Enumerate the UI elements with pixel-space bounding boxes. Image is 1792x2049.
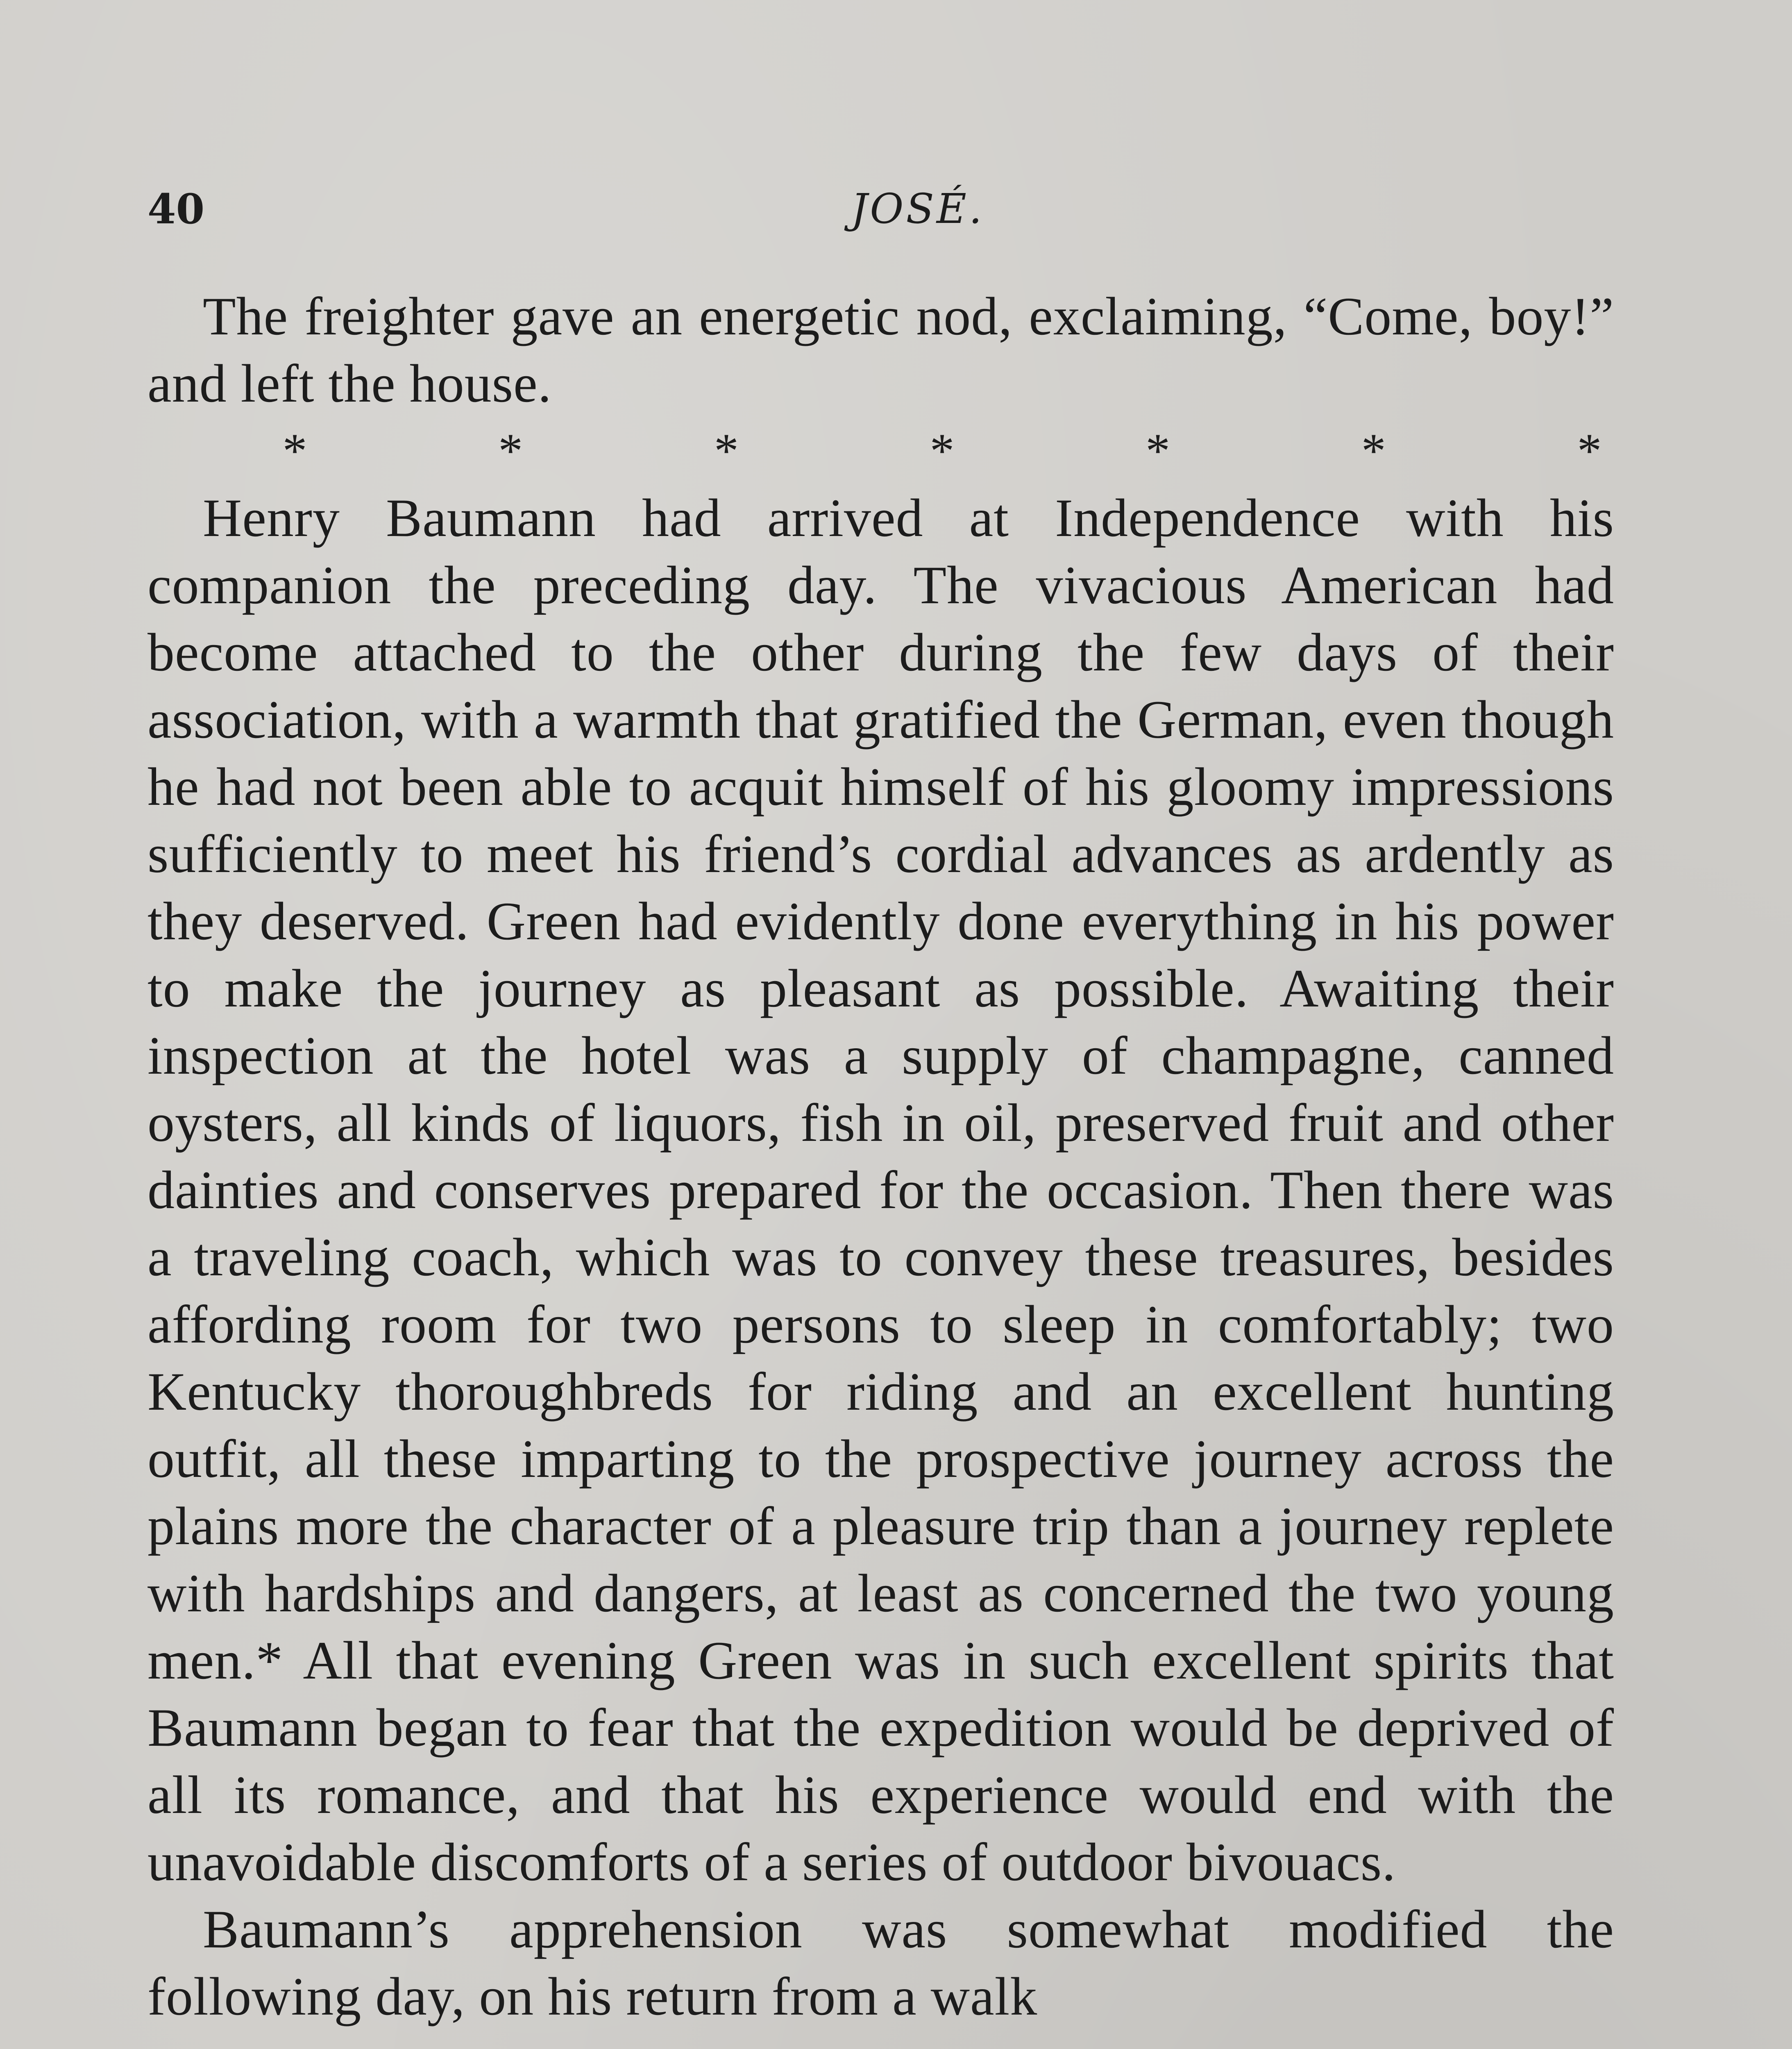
- separator-star: *: [1146, 423, 1171, 478]
- page-header: [147, 176, 1614, 242]
- separator-star: *: [282, 423, 308, 478]
- separator-star: *: [1577, 423, 1602, 478]
- separator-star: *: [1361, 423, 1386, 478]
- separator-star: *: [930, 423, 955, 478]
- paragraph-1: The freighter gave an energetic nod, exclaiming, “Come, boy!” and left the house.: [147, 286, 1614, 413]
- body-text: [147, 283, 1614, 2030]
- paragraph-2: Henry Baumann had arrived at Independence with his companion the preceding day. The vivacious American had become attached to the other during the few days of their association, with a warmth that gratified the German, even though he had not been able to acquit himself of his gloomy impressions sufficiently to meet his friend’s cordial advances as ardently as they deserved. Green had evidently done everything in his power to make the journey as pleasant as possible. Awaiting their inspection at the hotel was a supply of champagne, canned oysters, all kinds of liquors, fish in oil, preserved fruit and other dainties and conserves prepared for the occasion. Then there was a traveling coach, which was to convey these treasures, besides affording room for two persons to sleep in comfortably; two Kentucky thoroughbreds for riding and an excellent hunting outfit, all these imparting to the prospective journey across the plains more the character of a pleasure trip than a journey replete with hardships and dangers, at least as concerned the two young men.* All that evening Green was in such excellent spirits that Baumann began to fear that the expedition would be deprived of all its romance, and that his experience would end with the unavoidable discomforts of a series of outdoor bivouacs.: [147, 488, 1614, 1892]
- running-head: JOSÉ.: [851, 185, 984, 233]
- paragraph-3: Baumann’s apprehension was somewhat modified the following day, on his return from a walk: [147, 1899, 1614, 2026]
- page-number: 40: [147, 185, 205, 233]
- section-separator: [147, 417, 1614, 484]
- separator-star: *: [714, 423, 739, 478]
- separator-star: *: [498, 423, 524, 478]
